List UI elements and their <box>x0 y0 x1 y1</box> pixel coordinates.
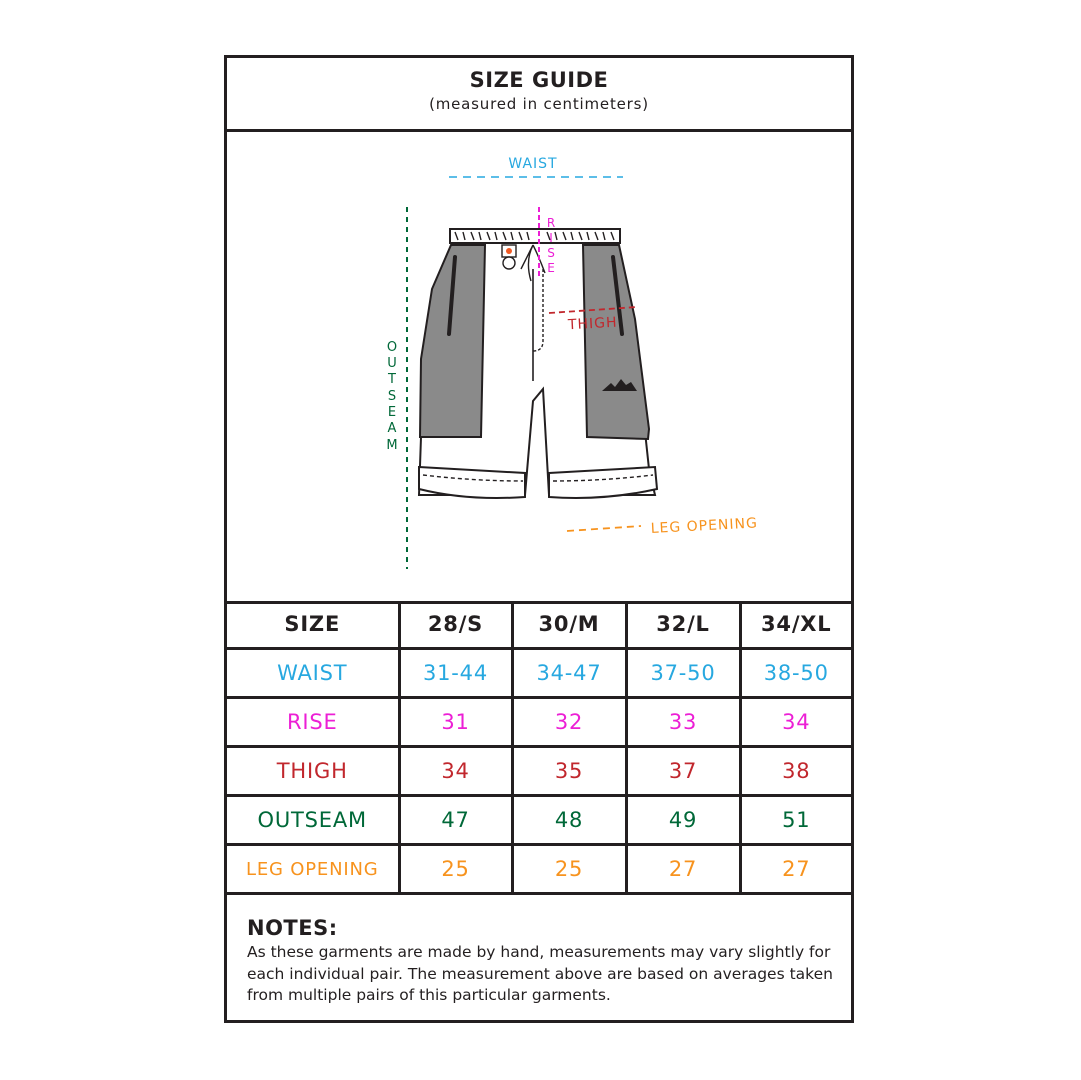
rise-label <box>547 216 555 275</box>
waist-label: WAIST <box>508 156 558 172</box>
notes-section <box>247 916 842 1007</box>
column-header: 30/M <box>512 601 626 649</box>
table-cell: 47 <box>399 796 512 845</box>
outseam-letter: T <box>388 372 396 387</box>
leg-opening-measure-line <box>567 526 641 531</box>
size-guide-card <box>224 55 854 1023</box>
outseam-letter: A <box>387 421 397 436</box>
table-cell: 32 <box>512 698 626 747</box>
table-cell: 33 <box>626 698 740 747</box>
rise-letter: E <box>547 261 555 275</box>
thigh-label: THIGH <box>567 314 618 334</box>
table-cell: 37-50 <box>626 649 740 698</box>
shorts-drawing <box>419 229 657 498</box>
table-cell: 35 <box>512 747 626 796</box>
table-cell: 34-47 <box>512 649 626 698</box>
page-title: SIZE GUIDE <box>469 68 609 92</box>
rise-letter: R <box>546 216 556 230</box>
table-header-row <box>227 601 851 649</box>
column-header: 34/XL <box>740 601 851 649</box>
outseam-letter: S <box>387 389 397 404</box>
table-cell: 27 <box>740 845 851 894</box>
table-cell: 34 <box>399 747 512 796</box>
rise-letter: S <box>547 246 555 260</box>
notes-title: NOTES: <box>247 916 338 940</box>
table-row <box>227 698 851 747</box>
table-cell: 25 <box>512 845 626 894</box>
measurement-diagram <box>227 129 851 604</box>
row-label: WAIST <box>227 649 399 698</box>
table-cell: 27 <box>626 845 740 894</box>
row-label: OUTSEAM <box>227 796 399 845</box>
leg-opening-label: LEG OPENING <box>650 515 759 537</box>
table-row <box>227 845 851 894</box>
table-cell: 38 <box>740 747 851 796</box>
rise-letter: I <box>549 231 553 245</box>
table-cell: 51 <box>740 796 851 845</box>
table-cell: 31-44 <box>399 649 512 698</box>
table-cell: 31 <box>399 698 512 747</box>
outseam-letter: O <box>386 340 398 355</box>
column-header: 32/L <box>626 601 740 649</box>
table-cell: 48 <box>512 796 626 845</box>
outseam-letter: E <box>387 405 397 420</box>
outseam-label <box>386 340 397 453</box>
row-label: LEG OPENING <box>227 845 399 894</box>
notes-text: As these garments are made by hand, measurements may vary slightly for each individual pair. The measurement above are based on averages taken from multiple pairs of this particular garments. <box>247 943 833 1004</box>
size-table <box>227 601 851 895</box>
shorts-illustration <box>227 129 851 598</box>
table-row <box>227 649 851 698</box>
page-subtitle: (measured in centimeters) <box>429 95 649 113</box>
outseam-letter: M <box>386 438 398 453</box>
title-box <box>227 58 851 132</box>
row-label: THIGH <box>227 747 399 796</box>
table-cell: 37 <box>626 747 740 796</box>
column-header: 28/S <box>399 601 512 649</box>
column-header: SIZE <box>227 601 399 649</box>
table-cell: 25 <box>399 845 512 894</box>
table-cell: 49 <box>626 796 740 845</box>
table-row <box>227 747 851 796</box>
row-label: RISE <box>227 698 399 747</box>
outseam-letter: U <box>387 356 397 371</box>
table-row <box>227 796 851 845</box>
table-cell: 34 <box>740 698 851 747</box>
table-cell: 38-50 <box>740 649 851 698</box>
